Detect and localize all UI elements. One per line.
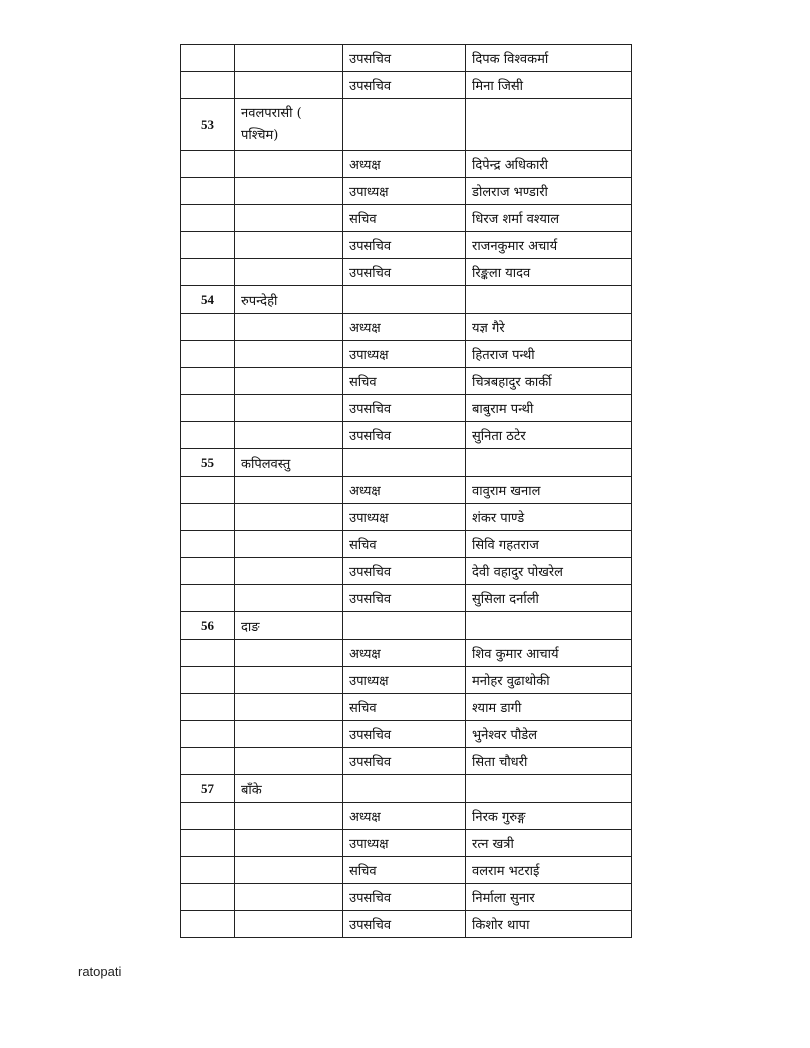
member-row — [181, 640, 632, 667]
member-role: सचिव — [343, 205, 466, 232]
district-name — [235, 694, 343, 721]
district-name — [235, 314, 343, 341]
member-name: मनोहर वुढाथोकी — [466, 667, 632, 694]
member-role: उपसचिव — [343, 232, 466, 259]
member-name: बाबुराम पन्थी — [466, 395, 632, 422]
member-name: शंकर पाण्डे — [466, 504, 632, 531]
committee-table-body — [181, 45, 632, 938]
member-role: सचिव — [343, 368, 466, 395]
member-row — [181, 857, 632, 884]
member-name: यज्ञ गैरे — [466, 314, 632, 341]
district-name — [235, 558, 343, 585]
district-name — [235, 884, 343, 911]
row-number — [181, 585, 235, 612]
member-role: उपसचिव — [343, 422, 466, 449]
district-name: नवलपरासी ( पश्चिम) — [235, 99, 343, 151]
row-number: 53 — [181, 99, 235, 151]
member-row — [181, 667, 632, 694]
district-row — [181, 612, 632, 640]
row-number — [181, 748, 235, 775]
district-name — [235, 72, 343, 99]
member-role: उपसचिव — [343, 911, 466, 938]
row-number — [181, 72, 235, 99]
district-row — [181, 449, 632, 477]
district-name — [235, 368, 343, 395]
row-number — [181, 368, 235, 395]
member-row — [181, 259, 632, 286]
row-number — [181, 205, 235, 232]
district-name — [235, 205, 343, 232]
member-name — [466, 286, 632, 314]
member-name: शिव कुमार आचार्य — [466, 640, 632, 667]
member-name: दिपक विश्वकर्मा — [466, 45, 632, 72]
member-role: उपसचिव — [343, 721, 466, 748]
member-role — [343, 612, 466, 640]
district-name — [235, 477, 343, 504]
row-number: 56 — [181, 612, 235, 640]
district-name: दाङ — [235, 612, 343, 640]
member-name: सिवि गहतराज — [466, 531, 632, 558]
member-role: उपाध्यक्ष — [343, 504, 466, 531]
district-name — [235, 531, 343, 558]
district-name — [235, 721, 343, 748]
member-name: रत्न खत्री — [466, 830, 632, 857]
row-number — [181, 422, 235, 449]
member-role: उपसचिव — [343, 395, 466, 422]
member-role: उपसचिव — [343, 259, 466, 286]
committee-table — [180, 44, 632, 938]
member-role — [343, 449, 466, 477]
member-row — [181, 395, 632, 422]
member-name: राजनकुमार अचार्य — [466, 232, 632, 259]
member-row — [181, 830, 632, 857]
district-name — [235, 911, 343, 938]
member-row — [181, 205, 632, 232]
row-number — [181, 259, 235, 286]
district-name — [235, 748, 343, 775]
district-name — [235, 667, 343, 694]
member-role: अध्यक्ष — [343, 803, 466, 830]
row-number — [181, 694, 235, 721]
row-number — [181, 911, 235, 938]
district-name: कपिलवस्तु — [235, 449, 343, 477]
member-name — [466, 99, 632, 151]
member-role — [343, 99, 466, 151]
member-name — [466, 612, 632, 640]
district-name — [235, 178, 343, 205]
member-role — [343, 286, 466, 314]
member-row — [181, 72, 632, 99]
row-number — [181, 830, 235, 857]
member-role: उपसचिव — [343, 748, 466, 775]
row-number — [181, 178, 235, 205]
row-number: 55 — [181, 449, 235, 477]
row-number — [181, 477, 235, 504]
member-name: वलराम भटराई — [466, 857, 632, 884]
row-number — [181, 531, 235, 558]
member-row — [181, 314, 632, 341]
member-name: सुनिता ठटेर — [466, 422, 632, 449]
member-name: चित्रबहादुर कार्की — [466, 368, 632, 395]
district-name — [235, 640, 343, 667]
district-name — [235, 504, 343, 531]
row-number: 57 — [181, 775, 235, 803]
member-name: निर्माला सुनार — [466, 884, 632, 911]
member-row — [181, 232, 632, 259]
member-name: देवी वहादुर पोखरेल — [466, 558, 632, 585]
row-number — [181, 504, 235, 531]
row-number — [181, 558, 235, 585]
member-name: सुसिला दर्नाली — [466, 585, 632, 612]
member-role: उपाध्यक्ष — [343, 830, 466, 857]
row-number — [181, 232, 235, 259]
member-role — [343, 775, 466, 803]
row-number — [181, 45, 235, 72]
member-role: अध्यक्ष — [343, 314, 466, 341]
row-number — [181, 314, 235, 341]
district-name — [235, 395, 343, 422]
member-role: अध्यक्ष — [343, 640, 466, 667]
member-row — [181, 748, 632, 775]
district-name — [235, 857, 343, 884]
member-row — [181, 151, 632, 178]
district-name: रुपन्देही — [235, 286, 343, 314]
member-row — [181, 531, 632, 558]
member-role: उपसचिव — [343, 585, 466, 612]
district-name — [235, 830, 343, 857]
member-row — [181, 585, 632, 612]
district-name — [235, 45, 343, 72]
member-row — [181, 694, 632, 721]
member-role: अध्यक्ष — [343, 477, 466, 504]
member-row — [181, 341, 632, 368]
member-row — [181, 504, 632, 531]
source-footer: ratopati — [78, 964, 122, 979]
district-name — [235, 151, 343, 178]
member-row — [181, 803, 632, 830]
district-name — [235, 259, 343, 286]
district-name — [235, 232, 343, 259]
district-row — [181, 99, 632, 151]
member-row — [181, 884, 632, 911]
member-name: रिङ्कला यादव — [466, 259, 632, 286]
member-row — [181, 178, 632, 205]
row-number — [181, 884, 235, 911]
member-name: वावुराम खनाल — [466, 477, 632, 504]
row-number — [181, 151, 235, 178]
district-row — [181, 775, 632, 803]
row-number: 54 — [181, 286, 235, 314]
member-name — [466, 449, 632, 477]
member-row — [181, 368, 632, 395]
row-number — [181, 341, 235, 368]
member-role: उपाध्यक्ष — [343, 341, 466, 368]
member-row — [181, 422, 632, 449]
member-role: सचिव — [343, 694, 466, 721]
member-role: सचिव — [343, 857, 466, 884]
member-role: उपाध्यक्ष — [343, 667, 466, 694]
member-row — [181, 558, 632, 585]
member-name: श्याम डागी — [466, 694, 632, 721]
member-row — [181, 721, 632, 748]
member-name — [466, 775, 632, 803]
row-number — [181, 721, 235, 748]
row-number — [181, 667, 235, 694]
member-row — [181, 477, 632, 504]
member-role: उपसचिव — [343, 72, 466, 99]
member-name: डोलराज भण्डारी — [466, 178, 632, 205]
member-row — [181, 45, 632, 72]
member-name: मिना जिसी — [466, 72, 632, 99]
district-name — [235, 803, 343, 830]
member-role: उपसचिव — [343, 884, 466, 911]
district-row — [181, 286, 632, 314]
member-name: भुनेश्वर पौडेल — [466, 721, 632, 748]
member-role: सचिव — [343, 531, 466, 558]
row-number — [181, 803, 235, 830]
row-number — [181, 857, 235, 884]
district-name — [235, 585, 343, 612]
member-role: उपसचिव — [343, 558, 466, 585]
member-name: दिपेन्द्र अधिकारी — [466, 151, 632, 178]
member-role: अध्यक्ष — [343, 151, 466, 178]
member-name: धिरज शर्मा वश्याल — [466, 205, 632, 232]
member-role: उपसचिव — [343, 45, 466, 72]
row-number — [181, 395, 235, 422]
member-row — [181, 911, 632, 938]
district-name: बाँके — [235, 775, 343, 803]
district-name — [235, 422, 343, 449]
row-number — [181, 640, 235, 667]
member-role: उपाध्यक्ष — [343, 178, 466, 205]
member-name: किशोर थापा — [466, 911, 632, 938]
district-name — [235, 341, 343, 368]
member-name: सिता चौधरी — [466, 748, 632, 775]
member-name: निरक गुरुङ्ग — [466, 803, 632, 830]
member-name: हितराज पन्थी — [466, 341, 632, 368]
